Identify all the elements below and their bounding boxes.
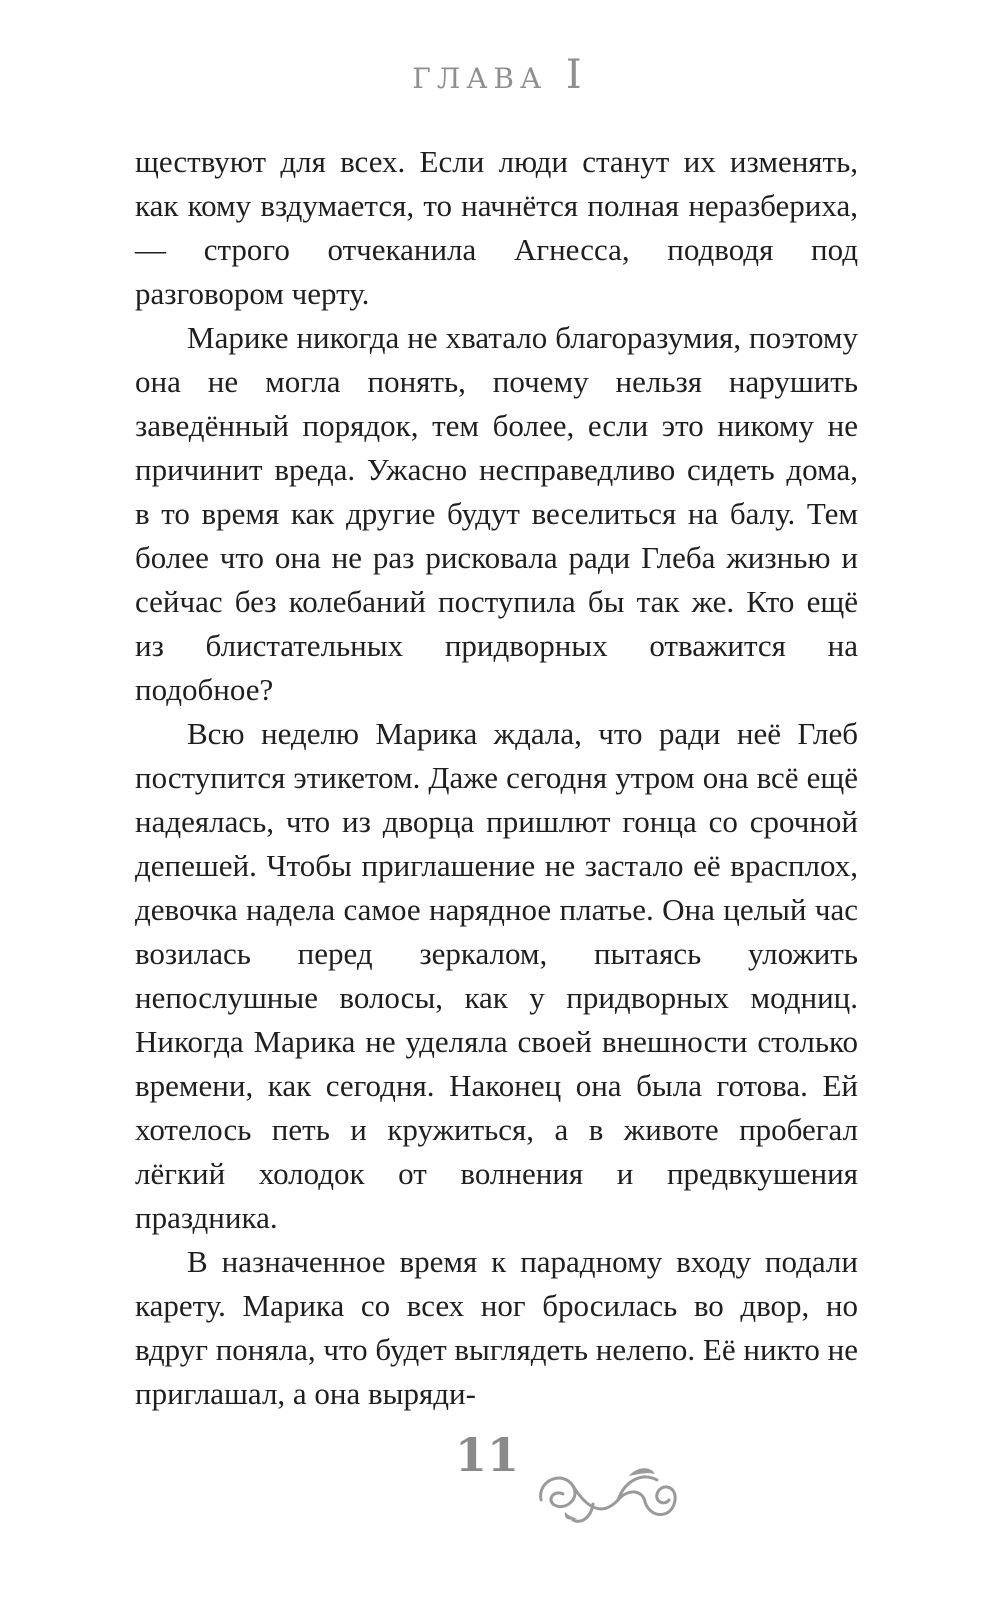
body-text bbox=[135, 140, 858, 1416]
paragraph: Марике никогда не хватало благоразумия, поэтому она не могла понять, почему нельзя нарушить заведённый порядок, тем более, если это никому не причинит вреда. Ужасно несправедливо сидеть дома, в то время как другие будут веселиться на балу. Тем более что она не раз рисковала ради Глеба жизнью и сейчас без колебаний поступила бы так же. Кто ещё из блистательных придворных отважится на подобное? bbox=[135, 320, 858, 707]
paragraph: В назначенное время к парадному входу подали карету. Марика со всех ног бросилась во двор, но вдруг поняла, что будет выглядеть нелепо. Её никто не приглашал, а она выряди- bbox=[135, 1244, 858, 1411]
running-head: глава I bbox=[412, 52, 588, 98]
page-footer bbox=[455, 1418, 695, 1528]
paragraph: ществуют для всех. Если люди станут их изменять, как кому вздумается, то начнётся полная неразбериха, — строго отчеканила Агнесса, подводя под разговором черту. bbox=[135, 144, 858, 311]
page-number: 11 bbox=[455, 1428, 520, 1482]
paragraph: Всю неделю Марика ждала, что ради неё Глеб поступится этикетом. Даже сегодня утром она всё ещё надеялась, что из дворца пришлют гонца со срочной депешей. Чтобы приглашение не застало её врасплох, девочка надела самое нарядное платье. Она целый час возилась перед зеркалом, пытаясь уложить непослушные волосы, как у придворных модниц. Никогда Марика не уделяла своей внешности столько времени, как сегодня. Наконец она была готова. Ей хотелось петь и кружиться, а в животе пробегал лёгкий холодок от волнения и предвкушения праздника. bbox=[135, 716, 858, 1235]
flourish-ornament-icon bbox=[533, 1460, 683, 1528]
